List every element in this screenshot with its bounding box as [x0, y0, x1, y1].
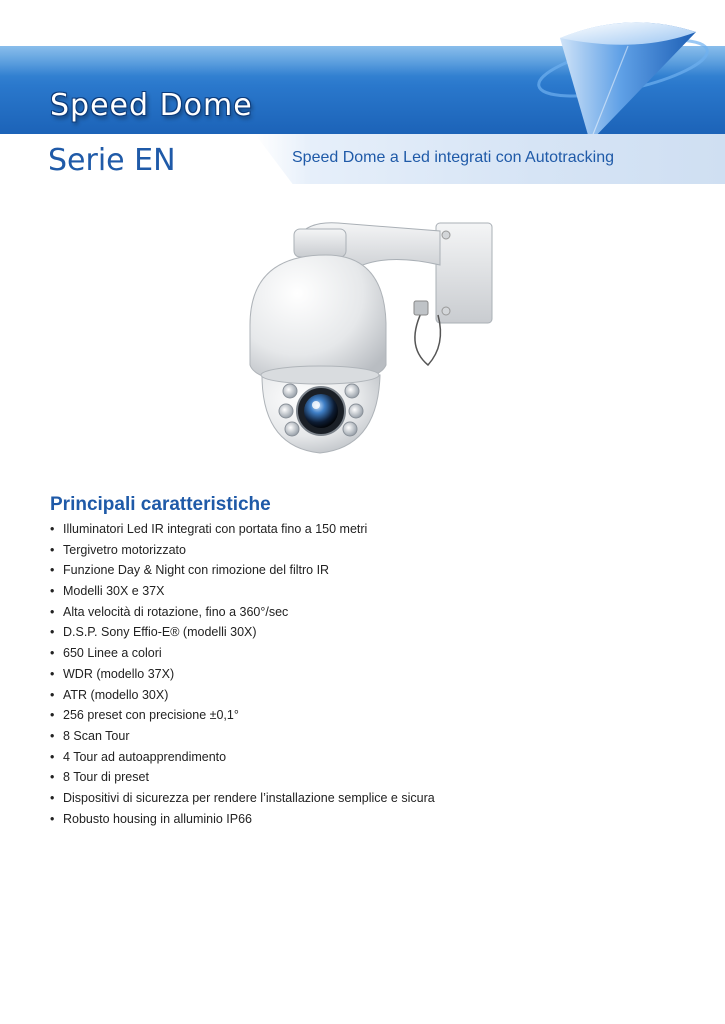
list-item-text: Alta velocità di rotazione, fino a 360°/sec [63, 604, 289, 619]
bullet: • [50, 666, 55, 681]
bullet: • [50, 811, 55, 826]
bullet: • [50, 542, 55, 557]
bullet: • [50, 770, 55, 785]
bullet: • [50, 522, 55, 536]
bullet: • [50, 646, 55, 661]
brand-title: Speed Dome [50, 88, 253, 123]
bullet: • [50, 728, 55, 743]
list-item [50, 664, 435, 685]
list-item-text: Robusto housing in alluminio IP66 [63, 811, 253, 826]
bullet: • [50, 749, 55, 764]
list-item [50, 602, 435, 623]
list-item-text: D.S.P. Sony Effio-E® (modelli 30X) [63, 625, 257, 640]
list-item-text: 256 preset con precisione ±0,1° [63, 708, 239, 723]
features-title: Principali caratteristiche [50, 494, 271, 515]
subtitle: Speed Dome a Led integrati con Autotracking [292, 149, 614, 166]
list-item-text: 4 Tour ad autoapprendimento [63, 749, 227, 764]
bullet: • [50, 625, 55, 640]
list-item [50, 705, 435, 726]
bullet: • [50, 687, 55, 702]
list-item-text: 650 Linee a colori [63, 646, 162, 661]
list-item-text: 8 Tour di preset [63, 770, 149, 785]
bullet: • [50, 563, 55, 578]
list-item [50, 581, 435, 602]
list-item [50, 726, 435, 747]
bullet: • [50, 604, 55, 619]
list-item-text: Illuminatori Led IR integrati con portata fino a 150 metri [63, 522, 368, 536]
list-item [50, 519, 435, 540]
speed-dome-camera-icon [228, 215, 498, 465]
list-item [50, 788, 435, 809]
features-list [50, 519, 435, 829]
bullet: • [50, 584, 55, 599]
list-item [50, 540, 435, 561]
list-item [50, 767, 435, 788]
list-item-text: Modelli 30X e 37X [63, 584, 165, 599]
list-item [50, 622, 435, 643]
list-item [50, 809, 435, 830]
bullet: • [50, 790, 55, 805]
list-item-text: Dispositivi di sicurezza per rendere l’installazione semplice e sicura [63, 790, 435, 805]
bullet: • [50, 708, 55, 723]
list-item [50, 685, 435, 706]
list-item-text: ATR (modello 30X) [63, 687, 169, 702]
list-item [50, 747, 435, 768]
list-item-text: Funzione Day & Night con rimozione del filtro IR [63, 563, 330, 578]
list-item [50, 560, 435, 581]
list-item-text: WDR (modello 37X) [63, 666, 175, 681]
list-item-text: Tergivetro motorizzato [63, 542, 186, 557]
list-item [50, 643, 435, 664]
series-title: Serie EN [48, 143, 176, 178]
list-item-text: 8 Scan Tour [63, 728, 130, 743]
funnel-cone-logo-icon [528, 10, 718, 150]
